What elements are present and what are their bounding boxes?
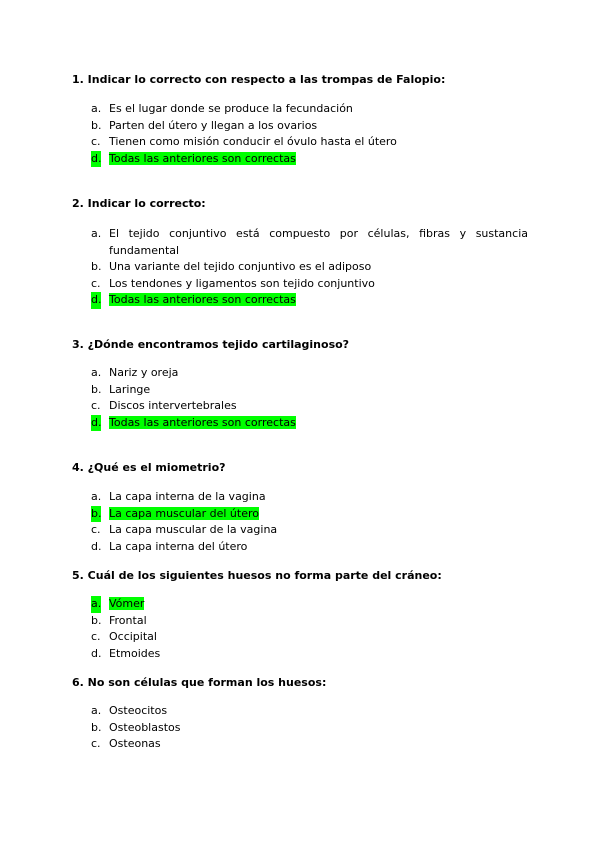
option-c: c. Tienen como misión conducir el óvulo hasta el útero <box>91 135 397 149</box>
option-d-correct-answer: d. Todas las anteriores son correctas <box>72 151 528 168</box>
question-title: 3. ¿Dónde encontramos tejido cartilaginoso? <box>72 338 350 351</box>
option-b: b. Una variante del tejido conjuntivo es el adiposo <box>91 260 372 274</box>
question-title: 2. Indicar lo correcto: <box>72 197 206 210</box>
option-c: c. Osteonas <box>91 737 161 751</box>
option-b: b. Osteoblastos <box>91 720 181 734</box>
option-a: a. Osteocitos <box>91 704 168 717</box>
option-c: c. La capa muscular de la vagina <box>91 523 278 537</box>
option-b: b. Laringe <box>91 382 151 396</box>
options-list <box>72 489 532 555</box>
option-a: a. El tejido conjuntivo está compuesto por células, fibras y sustancia fundamental <box>91 227 528 257</box>
option-a-correct-answer: a. Vómer <box>72 596 528 613</box>
option-b-correct-answer: b. La capa muscular del útero <box>72 506 528 523</box>
option-d: d. La capa interna del útero <box>91 539 248 553</box>
question-1 <box>72 73 532 167</box>
question-4 <box>72 461 532 555</box>
options-list <box>72 596 532 662</box>
options-list <box>72 226 532 309</box>
option-a: a. Nariz y oreja <box>91 366 179 379</box>
question-title: 4. ¿Qué es el miometrio? <box>72 461 226 474</box>
question-title: 1. Indicar lo correcto con respecto a las trompas de Falopio: <box>72 73 446 86</box>
option-b: b. Frontal <box>91 613 147 627</box>
option-d: d. Etmoides <box>91 646 161 660</box>
option-c: c. Occipital <box>91 630 157 644</box>
question-title: 6. No son células que forman los huesos: <box>72 676 327 689</box>
option-a: a. La capa interna de la vagina <box>91 490 266 503</box>
option-c: c. Discos intervertebrales <box>91 399 237 413</box>
option-c: c. Los tendones y ligamentos son tejido conjuntivo <box>91 276 375 290</box>
option-b: b. Parten del útero y llegan a los ovarios <box>91 118 318 132</box>
options-list <box>72 101 532 167</box>
options-list <box>72 703 532 753</box>
options-list <box>72 365 532 431</box>
question-5 <box>72 569 532 662</box>
question-3 <box>72 338 532 431</box>
question-6 <box>72 676 532 753</box>
option-d-correct-answer: d. Todas las anteriores son correctas <box>72 415 528 432</box>
question-2 <box>72 197 532 309</box>
option-a: a. Es el lugar donde se produce la fecundación <box>91 102 353 115</box>
option-d-correct-answer: d. Todas las anteriores son correctas <box>72 292 528 309</box>
question-title: 5. Cuál de los siguientes huesos no forma parte del cráneo: <box>72 569 442 582</box>
